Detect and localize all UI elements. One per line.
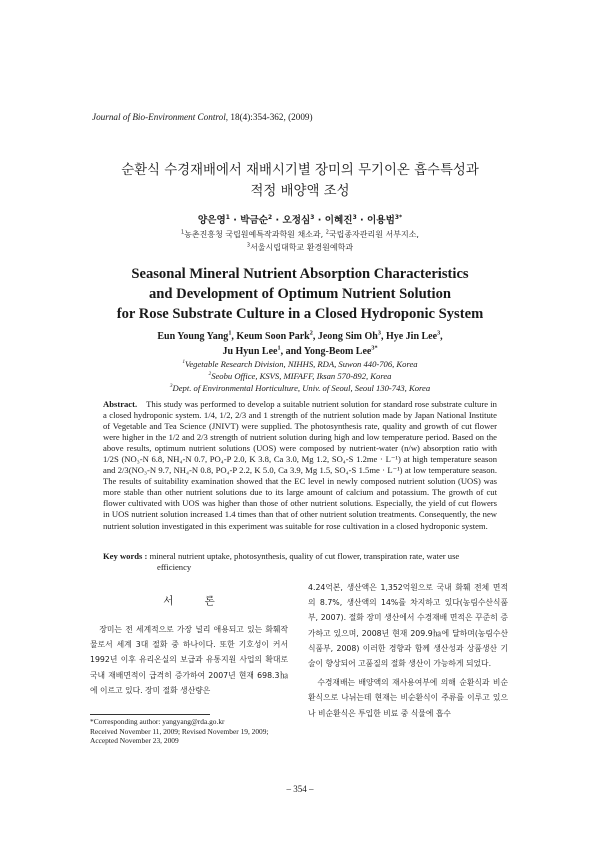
english-authors-line1: Eun Young Yang$^1$, Keum Soon Park$^2$, Jeong Sim Oh$^3$, Hye Jin Lee$^3$,: [157, 329, 443, 342]
english-author: Jeong Sim Oh: [317, 331, 378, 342]
keywords-label: Key words :: [103, 551, 148, 561]
english-author: Eun Young Yang: [157, 331, 229, 342]
author-sup: 1: [225, 213, 230, 221]
korean-title-line1: 순환식 수경재배에서 재배시기별 장미의 무기이온 흡수특성과: [121, 163, 479, 178]
korean-author: 오정심: [282, 215, 311, 226]
author-sup: 2: [268, 213, 273, 221]
affil-text: Seobu Office, KSVS, MIFAFF, Iksan 570-892, Korea: [211, 371, 392, 381]
english-authors: [0, 330, 600, 359]
footnote-received: Received November 11, 2009; Revised November 19, 2009;: [90, 726, 269, 736]
author-sup: 3*: [371, 344, 378, 352]
english-authors-line2: [0, 345, 600, 360]
body-right-column: [308, 580, 508, 721]
author-sup: 2: [309, 329, 313, 337]
affil-sup: 3: [169, 383, 173, 390]
korean-author: 이용범: [367, 215, 395, 226]
body-paragraph: 수경재배는 배양액의 재사용여부에 의해 순환식과 비순환식으로 나뉘는데 현재는 비순환식이 주류를 이루고 있으나 비순환식은 투입한 비료 중 식물에 흡수: [308, 678, 508, 718]
author-sup: 3: [377, 329, 381, 337]
abstract-text: This study was performed to develop a suitable nutrient solution for standard rose substrate culture in a closed hydroponic system. 1/4, 1/2, 2/3 and 1 strength of the nutrient solution made by Japan National Institute of Vegetable and Tea Science (JNIVT) were supplied. The photosynthesis rate, quality and growth of cut flower were higher in the 1/2 and 2/3 strength of nutrient solution during high and low temperature period. Based on the above results, optimum nutrient solutions (UOS) were composed by nutrient-water (n/w) absorption ratio with 1/2S (NO₃-N 6.8, NH₄-N 0.7, PO₄-P 2.0, K 3.8, Ca 3.0, Mg 1.2, SO₄-S 1.2me · L⁻¹) at high temperature season and 2/3(NO₃-N 9.7, NH₄-N 0.8, PO₄-P 2.2, K 5.0, Ca 3.9, Mg 1.5, SO₄-S 1.5me · L⁻¹) at low temperature season. The results of suitability examination showed that the EC level in newly composed nutrient solution (UOS) was more stable than other nutrient solutions due to its large amount of calcium and potassium. The growth of cut flower cultivated with UOS was higher than those of other nutrient solutions. Especially, the yield of cut flowers in UOS nutrient solution increased 1.4 times than that of other nutrient solution treatments. Consequently, the new nutrient solution investigated in this experiment was suitable for rose cultivation in a closed hydroponic system.: [103, 399, 497, 531]
journal-name: Journal of Bio-Environment Control,: [92, 112, 229, 122]
korean-affil-line2: [0, 242, 600, 255]
journal-volume: 18(4):354-362, (2009): [230, 112, 313, 122]
footnote-rule: [90, 714, 210, 715]
affil-text: Vegetable Research Division, NIHHS, RDA, Suwon 440-706, Korea: [185, 359, 418, 369]
korean-authors: 양은영$^1$ · 박금순$^2$ · 오정심$^3$ · 이혜진$^3$ · 이용범$^{3*}$: [197, 213, 403, 226]
korean-affil-2: 국립종자관리원 서부지소,: [328, 230, 419, 239]
keywords-line1: mineral nutrient uptake, photosynthesis, quality of cut flower, transpiration rate, water use: [149, 551, 460, 561]
author-sup: 1: [277, 344, 281, 352]
english-author: Hye Jin Lee: [385, 331, 438, 342]
author-sup: 1: [228, 329, 232, 337]
english-author: Keum Soon Park: [236, 331, 310, 342]
author-sup: 3: [352, 213, 357, 221]
english-affil-1: [0, 358, 600, 370]
english-author: Ju Hyun Lee: [222, 345, 278, 357]
footnote: [90, 717, 300, 746]
keywords: [103, 551, 497, 573]
english-affil-2: [0, 370, 600, 382]
author-sup: 3: [437, 329, 441, 337]
affil-sup: 1: [182, 359, 186, 366]
korean-author: 양은영: [197, 215, 226, 226]
journal-citation: [92, 112, 313, 122]
english-affiliations: [0, 358, 600, 394]
author-sup: 3: [310, 213, 315, 221]
korean-affiliations: [0, 229, 600, 254]
abstract-label: Abstract.: [103, 399, 138, 409]
affil-text: Dept. of Environmental Horticulture, Univ. of Seoul, Seoul 130-743, Korea: [172, 383, 431, 393]
english-title-line2: and Development of Optimum Nutrient Solution: [148, 286, 452, 302]
page-number: – 354 –: [286, 784, 314, 794]
korean-affil-1: 농촌진흥청 국립원예특작과학원 채소과,: [184, 230, 326, 239]
english-title-line1: Seasonal Mineral Nutrient Absorption Characteristics: [131, 266, 469, 282]
affil-sup: 2: [325, 229, 329, 236]
english-title-line3: for Rose Substrate Culture in a Closed Hydroponic System: [116, 306, 484, 322]
korean-title-line2: 적정 배양액 조성: [250, 184, 350, 199]
affil-sup: 2: [208, 371, 212, 378]
keywords-line2: efficiency: [157, 562, 192, 572]
author-and: , and: [280, 345, 304, 357]
affil-sup: 1: [181, 229, 185, 236]
footnote-accepted: Accepted November 23, 2009: [90, 736, 179, 746]
korean-author: 이혜진: [324, 215, 353, 226]
korean-title: [0, 160, 600, 202]
body-paragraph: 장미는 전 세계적으로 가장 널리 애용되고 있는 화훼작물로서 세계 3대 절화 중 하나이다. 또한 기호성이 커서 1992년 이후 유리온실의 보급과 유통지원 사업의 확대로 국내 재배면적이 급격히 증가하여 2007년 현재 698.3㏊에 이르고 있다. 장미 절화 생산량은: [90, 625, 288, 695]
korean-affil-line1: [0, 229, 600, 242]
english-title: [0, 264, 600, 324]
korean-author: 박금순: [240, 215, 268, 226]
footnote-corresponding: *Corresponding author: yangyang@rda.go.kr: [90, 717, 225, 726]
abstract: [103, 399, 497, 532]
affil-sup: 3: [246, 241, 251, 248]
section-heading-introduction: 서 론: [163, 595, 229, 607]
author-sup: 3*: [394, 213, 403, 221]
english-author: Yong-Beom Lee: [303, 345, 372, 357]
korean-affil-3: 서울시립대학교 환경원예학과: [250, 242, 354, 252]
body-left-column: [90, 593, 288, 698]
english-affil-3: [0, 382, 600, 394]
body-paragraph: 4.24억본, 생산액은 1,352억원으로 국내 화훼 전체 면적의 8.7%, 생산액의 14%를 차지하고 있다(농림수산식품부, 2007). 절화 장미 생산에서 수경재배 면적은 꾸준히 증가하고 있으며, 2008년 현재 209.9㏊에 달하며(농림수산식품부, 2008) 이러한 경향과 함께 생산성과 상품생산 기술이 향상되어 고품질의 절화 생산이 가능하게 되었다.: [308, 583, 508, 669]
